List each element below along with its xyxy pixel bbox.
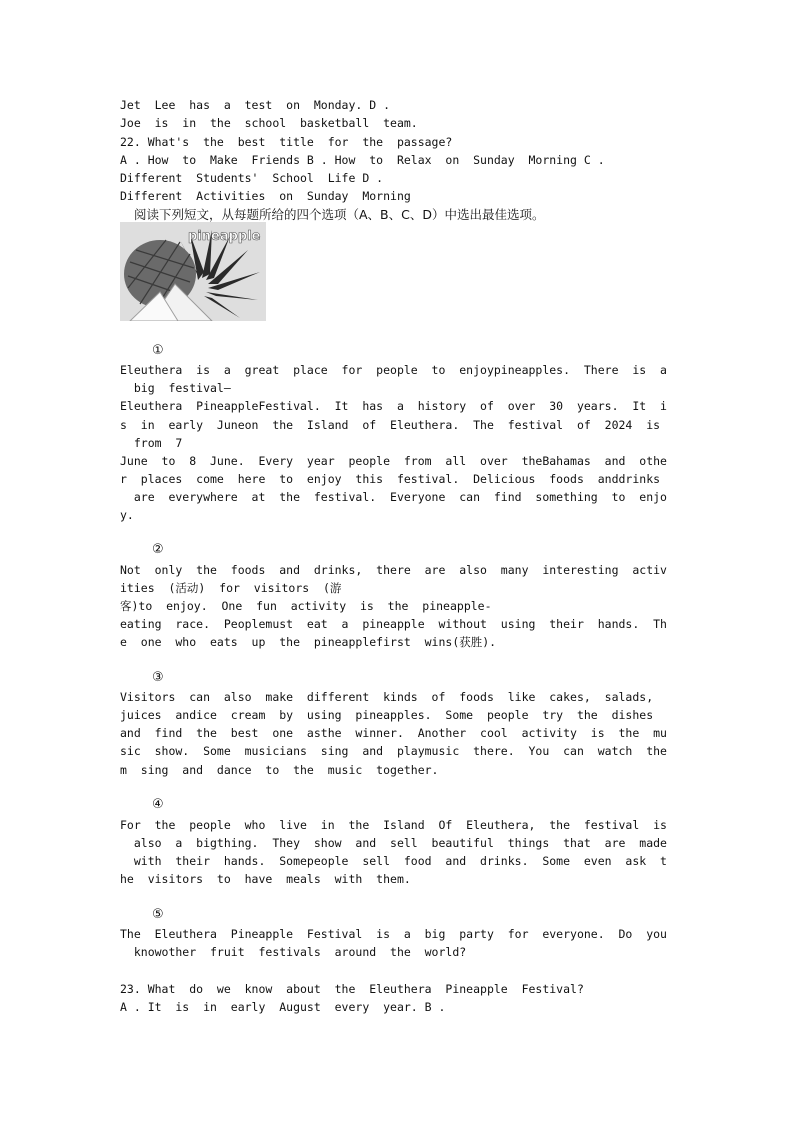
- q22-question: 22. What's the best title for the passage?: [120, 135, 453, 149]
- p3-line: and find the best one asthe winner. Another cool activity is the mu: [120, 726, 667, 740]
- p4-line: with their hands. Somepeople sell food and drinks. Some even ask t: [120, 854, 667, 868]
- p3-line: m sing and dance to the music together.: [120, 763, 439, 777]
- p3-line: juices andice cream by using pineapples. Some people try the dishes: [120, 708, 654, 722]
- pineapple-label: pineapple: [188, 229, 261, 244]
- p4-line: also a bigthing. They show and sell beautiful things that are made: [120, 836, 667, 850]
- pineapple-illustration: [120, 222, 266, 321]
- paragraph-marker-1: ①: [152, 343, 164, 358]
- p2-line: e one who eats up the pineapplefirst wins(获胜).: [120, 635, 497, 649]
- p1-line: s in early Juneon the Island of Eleuthera. The festival of 2024 is: [120, 418, 661, 432]
- p4-line: he visitors to have meals with them.: [120, 872, 411, 886]
- p4-line: For the people who live in the Island Of Eleuthera, the festival is: [120, 818, 667, 832]
- p3-line: Visitors can also make different kinds of foods like cakes, salads,: [120, 690, 654, 704]
- q23-options-ab: A . It is in early August every year. B .: [120, 1000, 446, 1014]
- p1-line: y.: [120, 508, 134, 522]
- q22-option-d-line: Joe is in the school basketball team.: [120, 116, 418, 130]
- p2-line: 客)to enjoy. One fun activity is the pineapple-: [120, 599, 492, 613]
- p1-line: Eleuthera is a great place for people to enjoypineapples. There is a: [120, 363, 667, 377]
- p2-line: eating race. Peoplemust eat a pineapple without using their hands. Th: [120, 617, 667, 631]
- q22-option-d-text: Different Activities on Sunday Morning: [120, 189, 411, 203]
- pineapple-image: [120, 222, 266, 321]
- q23-question: 23. What do we know about the Eleuthera Pineapple Festival?: [120, 982, 584, 996]
- p3-line: sic show. Some musicians sing and playmusic there. You can watch the: [120, 744, 667, 758]
- paragraph-marker-3: ③: [152, 670, 164, 685]
- p2-line: Not only the foods and drinks, there are also many interesting activ: [120, 563, 667, 577]
- reading-instruction: 阅读下列短文，从每题所给的四个选项（A、B、C、D）中选出最佳选项。: [134, 207, 545, 222]
- paragraph-marker-2: ②: [152, 542, 164, 557]
- p2-line: ities (活动) for visitors (游: [120, 581, 342, 595]
- q22-option-c-line: Jet Lee has a test on Monday. D .: [120, 98, 391, 112]
- p1-line: Eleuthera PineappleFestival. It has a history of over 30 years. It i: [120, 399, 667, 413]
- p5-line: The Eleuthera Pineapple Festival is a big party for everyone. Do you: [120, 927, 667, 941]
- p1-line: from 7: [120, 436, 183, 450]
- paragraph-marker-5: ⑤: [152, 907, 164, 922]
- p1-line: r places come here to enjoy this festival. Delicious foods anddrinks: [120, 472, 661, 486]
- paragraph-marker-4: ④: [152, 797, 164, 812]
- q22-options-ab: A . How to Make Friends B . How to Relax on Sunday Morning C .: [120, 153, 605, 167]
- p1-line: are everywhere at the festival. Everyone can find something to enjo: [120, 490, 667, 504]
- p1-line: big festival—: [120, 381, 231, 395]
- p5-line: knowother fruit festivals around the world?: [120, 945, 467, 959]
- q22-option-c-text: Different Students' School Life D .: [120, 171, 384, 185]
- p1-line: June to 8 June. Every year people from all over theBahamas and othe: [120, 454, 667, 468]
